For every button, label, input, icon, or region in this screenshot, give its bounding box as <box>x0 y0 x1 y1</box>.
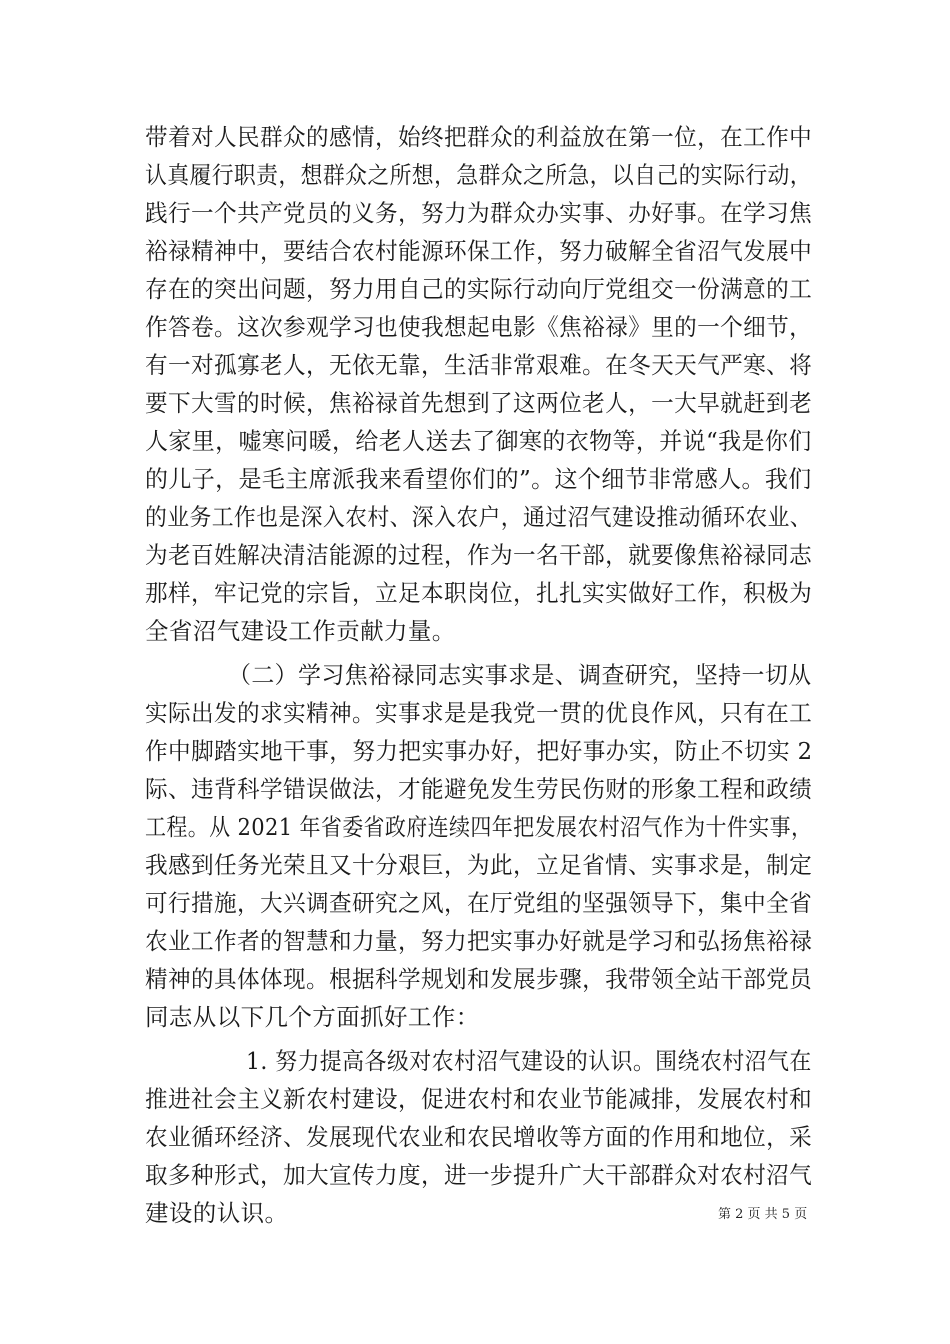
body-text-line: 可行措施，大兴调查研究之风，在厅党组的坚强领导下，集中全省 <box>145 889 813 917</box>
body-text-line: 农业工作者的智慧和力量，努力把实事办好就是学习和弘扬焦裕禄 <box>145 927 813 955</box>
body-text-line: 裕禄精神中，要结合农村能源环保工作，努力破解全省沼气发展中 <box>145 237 813 265</box>
body-text-line: 全省沼气建设工作贡献力量。 <box>145 617 456 645</box>
body-text-line: 践行一个共产党员的义务，努力为群众办实事、办好事。在学习焦 <box>145 199 813 227</box>
body-text-line: 作答卷。这次参观学习也使我想起电影《焦裕禄》里的一个细节， <box>145 313 813 341</box>
body-text-line: 实际出发的求实精神。实事求是是我党一贯的优良作风，只有在工 <box>145 699 813 727</box>
body-text-line: 取多种形式，加大宣传力度，进一步提升广大干部群众对农村沼气 <box>145 1161 813 1189</box>
body-text-line: 存在的突出问题，努力用自己的实际行动向厅党组交一份满意的工 <box>145 275 813 303</box>
body-text-line: 推进社会主义新农村建设，促进农村和农业节能减排，发展农村和 <box>145 1085 813 1113</box>
body-text-line: 工程。从 2021 年省委省政府连续四年把发展农村沼气作为十件实事， <box>145 813 813 841</box>
body-text-line: 有一对孤寡老人，无依无靠，生活非常艰难。在冬天天气严寒、将 <box>145 351 813 379</box>
body-text-line: 同志从以下几个方面抓好工作： <box>145 1003 480 1031</box>
body-text-line: 建设的认识。 <box>145 1199 289 1227</box>
body-text-line: 作中脚踏实地干事，努力把实事办好，把好事办实，防止不切实 2 <box>145 737 813 765</box>
body-text-line: 带着对人民群众的感情，始终把群众的利益放在第一位，在工作中 <box>145 123 813 151</box>
page-number-footer: 第 2 页 共 5 页 <box>718 1207 808 1222</box>
body-text-line: 人家里，嘘寒问暖，给老人送去了御寒的衣物等，并说“我是你们 <box>145 427 812 455</box>
body-text-line: 认真履行职责，想群众之所想，急群众之所急，以自己的实际行动， <box>145 161 813 189</box>
body-text-line: 要下大雪的时候，焦裕禄首先想到了这两位老人，一大早就赶到老 <box>145 389 813 417</box>
body-text-line: 那样，牢记党的宗旨，立足本职岗位，扎扎实实做好工作，积极为 <box>145 579 813 607</box>
body-text-line: 为老百姓解决清洁能源的过程，作为一名干部，就要像焦裕禄同志 <box>145 541 813 569</box>
body-text-line: 的儿子，是毛主席派我来看望你们的”。这个细节非常感人。我们 <box>145 465 812 493</box>
section-heading-line: （二）学习焦裕禄同志实事求是、调查研究，坚持一切从 <box>228 661 812 689</box>
body-text-line: 我感到任务光荣且又十分艰巨，为此，立足省情、实事求是，制定 <box>145 851 813 879</box>
body-text-line: 精神的具体体现。根据科学规划和发展步骤，我带领全站干部党员 <box>145 965 813 993</box>
list-item-line: 1. 努力提高各级对农村沼气建设的认识。围绕农村沼气在 <box>246 1047 812 1075</box>
body-text-line: 的业务工作也是深入农村、深入农户，通过沼气建设推动循环农业、 <box>145 503 813 531</box>
body-text-line: 农业循环经济、发展现代农业和农民增收等方面的作用和地位，采 <box>145 1123 813 1151</box>
body-text-line: 际、违背科学错误做法，才能避免发生劳民伤财的形象工程和政绩 <box>145 775 813 803</box>
